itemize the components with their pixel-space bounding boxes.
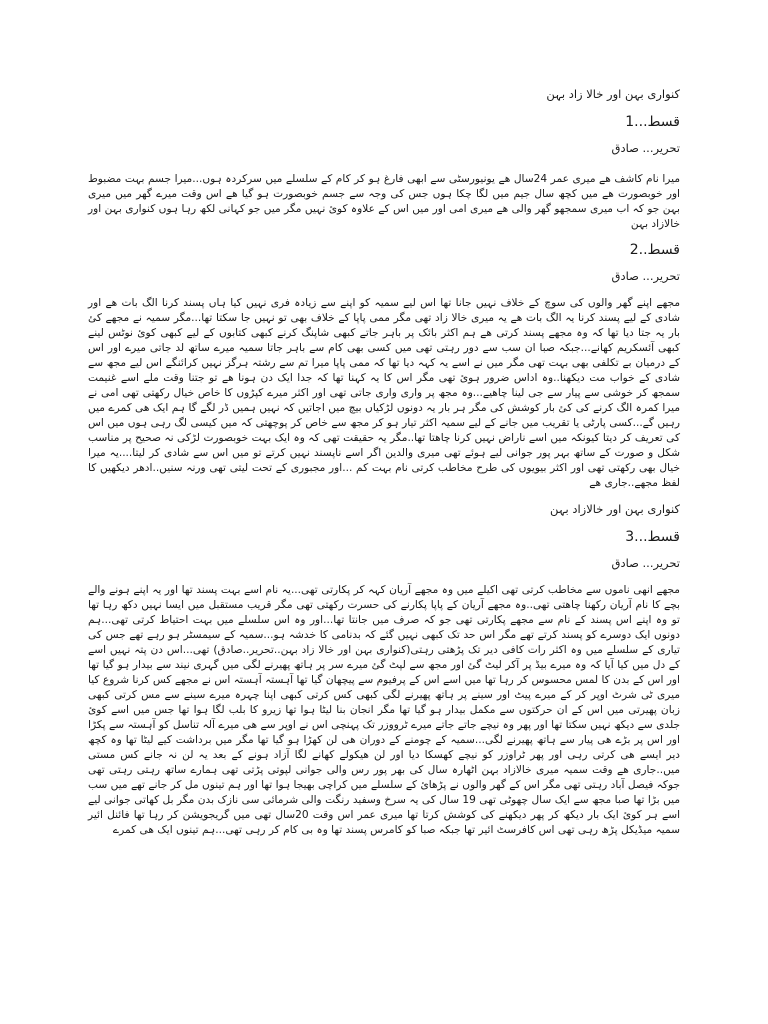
part1-author: تحریر... صادق xyxy=(611,141,680,155)
story-document xyxy=(88,86,680,838)
part2-paragraph: مجھے اپنے گھر والوں کی سوچ کے خلاف نہیں جانا تھا اس لیے سمیہ کو اپنے سے زیادہ فری نہیں کیا ہاں پسند کرنا الگ بات ھے اور شادی کے لیے پسند کرنا یہ الگ بات ھے یہ میری خالا زاد تھی مگر ممی پاپا کے خلاف بھی تو نہیں جا سکتا تھا...مگر سمیہ نے مجھے کئ بار یہ جتا دیا تھا کہ وہ مجھے پسند کرتی ھے ہم اکثر بائک پر باہر جاتے کبھی شاپنگ کرنے کبھی کتابوں کے لیے کبھی کوئ نوٹس لینے کبھی آئسکریم کھانے...جبکہ صبا ان سب سے دور رہتی تھی میں کسی بھی کام سے باہر جاتا سمیہ میرے ساتھ لد جاتی میرے اور اس کے درمیان بے تکلفی بھی بہت تھی مگر میں نے اسے یہ کہہ دیا تھا کہ ممی پاپا میرا تم سے رشتہ ہرگز نہیں کرائنگے اس لیے مجھ سے شادی کے خواب مت دیکھنا..وہ اداس ضرور ہوئ تھی مگر اس کا یہ کہنا تھا کہ جدا ایک دن ہونا ھے تو جتنا وقت ملے اسے غنیمت سمجھ کر خوشی سے پیار سے جی لینا چاھیے...وہ مجھ پر واری واری جاتی تھی اور اکثر میرے کپڑوں کا خاص خیال رکھتی تھی امی نے میرا کمرہ الگ کرنے کی کئ بار کوشش کی مگر ہر بار یہ دونوں لڑکیاں بیچ میں اجاتیں کہ نہیں ہمیں ڈر لگے گا ہم ایک ھی کمرے میں رہیں گے...کسی پارٹی یا تقریب میں جانے کے لیے سمیہ اکثر تیار ہو کر مجھ سے خاص کر پوچھتی کہ میں کیسی لگ رہی ہوں میں اس کی تعریف کر دیتا کیونکہ میں اسے ناراض نہیں کرنا چاھتا تھا..مگر یہ حقیقت تھی کہ وہ ایک بہت خوبصورت لڑکی نہ صحیح پر مناسب شکل و صورت کے ساتھ بہر پور جوانی لیے ہوئے تھی میری والدین اگر اسے ناپسند نہیں کرتے تو میں اس سے شادی کر لیتا....یہ میرا خیال بھی رکھتی تھی اور اکثر بیویوں کی طرح مخاطب کرتی نام بہت کم ...اور مجبوری کے تحت لیتی تھی ورنہ سنیں..ادھر دیکھیں کا لفظ مجھے..جاری ھے xyxy=(88,297,680,489)
part3-author: تحریر... صادق xyxy=(611,556,680,570)
part2-author: تحریر... صادق xyxy=(611,269,680,283)
part1-paragraph: میرا نام کاشف ھے میری عمر 24سال ھے یونیورسٹی سے ابھی فارغ ہو کر کام کے سلسلے میں سرکردہ ہوں...میرا جسم بہت مضبوط اور خوبصورت ھے میں کچھ سال جیم میں لگا چکا ہوں جس کی وجہ سے جسم خوبصورت ہو گیا ھے اس وقت میرے گھر میں میری بہن جو کہ اب میری سمجھو گھر والی ھے میری امی اور میں اس کے علاوہ کوئ نہیں مگر میں جو کہانی لکھ رہا ہوں کنواری بہن اور خالازاد بہن xyxy=(88,173,681,230)
story-title: کنواری بہن اور خالا زاد بہن xyxy=(546,87,680,101)
part2-label: قسط..2 xyxy=(629,242,680,258)
part3-heading: کنواری بہن اور خالازاد بہن xyxy=(550,502,680,516)
part3-paragraph: مجھے انھی ناموں سے مخاطب کرتی تھی اکیلے میں وہ مجھے آریان کہہ کر پکارتی تھی...یہ نام اسے بہت پسند تھا اور یہ اپنے ہونے والے بچے کا نام آریان رکھنا چاھتی تھی..وہ مجھے آریان کے پاپا پکارنے کی حسرت رکھتی تھی مگر قریب مستقبل میں ایسا نہیں دکھ رہا تھا تو وہ اپنے اس پسند کے نام سے مجھے پکارتی تھی جو کہ صرف میں جانتا تھا...اور وہ اس سلسلے میں بہت احتیاط کرتی تھی...ہم دونوں ایک دوسرے کو پسند کرتے تھے مگر اس حد تک کبھی نہیں گئے کہ بدنامی کا خدشہ ہو...سمیہ کے سیمسٹر ہو رہے تھے جس کی تیاری کے سلسلے میں وہ اکثر رات کافی دیر تک پڑھتی رہتی(کنواری بہن اور خالا زاد بہن..تحریر..صادق) تھی...اس دن پتہ نہیں اسے کے دل میں کیا آیا کہ وہ میرے بیڈ پر آکر لیٹ گئ اور مجھ سے لپٹ گئ میرے سر پر ہاتھ پھیرنے لگی میں گہری نیند سے بیدار ہو گیا تھا اور اس کے بدن کا لمس محسوس کر رہا تھا میں اسے اس کے پرفیوم سے پیچھان گیا تھا آہستہ آہستہ اس نے مجھے کس کرنا شروع کیا میری ٹی شرٹ اوپر کر کے میرے پیٹ اور سینے پر ہاتھ پھیرنے لگی کبھی کس کرتی کبھی اپنا چہرہ میرے سینے سے مس کرتی کبھی زبان پھیرتی میں اس کے ان حرکتوں سے مکمل بیدار ہو گیا تھا مگر انجان بنا لیٹا ہوا تھا زیرو کا بلب لگا ہوا تھا جس میں اسے کوئ جلدی سے دیکھ نہیں سکتا تھا اور پھر وہ نیچے جاتے جاتے میرے ٹرووزر تک پہنچی اس نے اوپر سے ھی میرے آلہ تناسل کو آہستہ سے پکڑا اور اس پر بڑے ھی پیار سے ہاتھ پھیرنے لگی...سمیہ کے چومنے کے دوران ھی لن کھڑا ہو گیا تھا مگر میں برداشت کیے لیٹا تھا وہ کچھ دیر ایسے ھی کرتی رہی اور پھر ٹراوزر کو نیچے کھسکا دیا اور لن ھیکولے کھانے لگا آزاد ہونے کے بعد یہ لن نہ جانے کس مستی میں..جاری ھے وقت سمیہ میری خالازاد بہن اٹھارہ سال کی بھر پور رس والی جوانی لپوتی پڑتی تھی ہمارے ساتھ رہتی رہتی تھی جوکہ فیصل آباد رہتی تھی مگر اس کے گھر والوں نے پڑھائ کے سلسلے میں کراچی بھیجا ہوا تھا اور ہم تینوں مل کر جانے تھے میں سب میں بڑا تھا صبا مجھ سے ایک سال چھوٹی تھی 19 سال کی یہ سرخ وسفید رنگت والی شرمائی سی نازک بدن مگر بل کھاتی جوانی لیے اسے ہر کوئ ایک بار دیکھ کر پھر دیکھنے کی کوشش کرتا تھا میری عمر اس وقت 20سال تھی میں گریجویشن کر رہا تھا فائنل ائیر سمیہ میڈیکل پڑھ رہی تھی اس کافرسٹ ائیر تھا جبکہ صبا کو کامرس پسند تھا وہ بی کام کر رہی تھی...ہم تینوں ایک ھی کمرے xyxy=(88,584,681,836)
part1-label: قسط...1 xyxy=(625,114,680,130)
part3-label: قسط...3 xyxy=(625,529,680,545)
